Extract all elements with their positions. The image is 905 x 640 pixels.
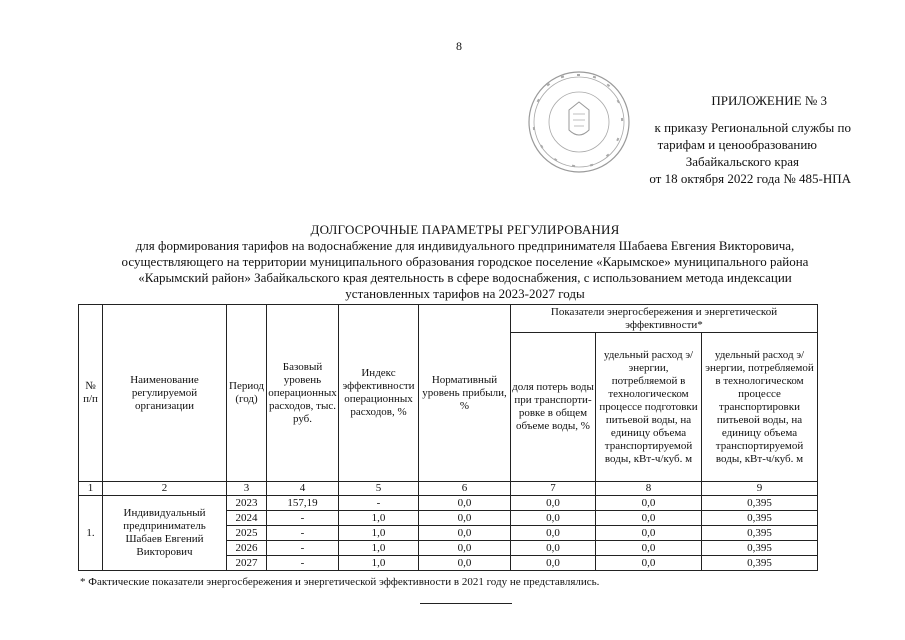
organization-name: Индивидуальный предприниматель Шабаев Евгений Викторович	[103, 496, 227, 571]
header-period: Период (год)	[227, 305, 267, 482]
trans-cell: 0,395	[702, 541, 818, 556]
profit-cell: 0,0	[419, 541, 511, 556]
base-cell: -	[267, 526, 339, 541]
base-cell: -	[267, 541, 339, 556]
page-number: 8	[456, 39, 462, 53]
header-water-loss: доля потерь воды при транспорти-ровке в общем объеме воды, %	[511, 333, 596, 482]
appendix-block	[591, 92, 851, 187]
prep-cell: 0,0	[596, 556, 702, 571]
trans-cell: 0,395	[702, 556, 818, 571]
column-number: 6	[419, 482, 511, 496]
profit-cell: 0,0	[419, 556, 511, 571]
column-number: 3	[227, 482, 267, 496]
profit-cell: 0,0	[419, 511, 511, 526]
regulation-parameters-table	[78, 304, 818, 571]
profit-cell: 0,0	[419, 526, 511, 541]
base-cell: 157,19	[267, 496, 339, 511]
document-heading	[60, 222, 870, 302]
header-energy-preparation: удельный расход э/энергии, потребляемой в технологическом процессе подготовки питьевой воды, на единицу объема транспортируемой воды, кВт-ч/куб. м	[596, 333, 702, 482]
year-cell: 2024	[227, 511, 267, 526]
appendix-line: к приказу Региональной службы по	[654, 120, 851, 135]
trans-cell: 0,395	[702, 511, 818, 526]
profit-cell: 0,0	[419, 496, 511, 511]
bottom-divider	[420, 603, 512, 604]
appendix-line: тарифам и ценообразованию	[657, 137, 817, 152]
prep-cell: 0,0	[596, 541, 702, 556]
column-number: 4	[267, 482, 339, 496]
document-title: ДОЛГОСРОЧНЫЕ ПАРАМЕТРЫ РЕГУЛИРОВАНИЯ	[310, 222, 620, 237]
column-number: 5	[339, 482, 419, 496]
loss-cell: 0,0	[511, 556, 596, 571]
loss-cell: 0,0	[511, 511, 596, 526]
trans-cell: 0,395	[702, 496, 818, 511]
loss-cell: 0,0	[511, 541, 596, 556]
column-number: 9	[702, 482, 818, 496]
year-cell: 2025	[227, 526, 267, 541]
row-number: 1.	[79, 496, 103, 571]
header-base-level: Базовый уровень операционных расходов, тыс. руб.	[267, 305, 339, 482]
table-row	[79, 496, 818, 511]
footnote: * Фактические показатели энергосбережения и энергетической эффективности в 2021 году не представлялись.	[80, 576, 600, 588]
trans-cell: 0,395	[702, 526, 818, 541]
prep-cell: 0,0	[596, 526, 702, 541]
base-cell: -	[267, 511, 339, 526]
column-number: 7	[511, 482, 596, 496]
appendix-title: ПРИЛОЖЕНИЕ № 3	[711, 93, 827, 108]
year-cell: 2027	[227, 556, 267, 571]
year-cell: 2026	[227, 541, 267, 556]
index-cell: 1,0	[339, 556, 419, 571]
index-cell: 1,0	[339, 541, 419, 556]
header-profit: Нормативный уровень прибыли, %	[419, 305, 511, 482]
heading-line: для формирования тарифов на водоснабжение для индивидуального предпринимателя Шабаева Евгения Викторовича,	[135, 238, 795, 253]
header-organization: Наименование регулируемой организации	[103, 305, 227, 482]
column-number: 2	[103, 482, 227, 496]
heading-line: установленных тарифов на 2023-2027 годы	[345, 286, 585, 301]
prep-cell: 0,0	[596, 496, 702, 511]
loss-cell: 0,0	[511, 526, 596, 541]
header-energy-transport: удельный расход э/энергии, потребляемой в технологическом процессе транспортировки питьевой воды, на единицу объема транспортируемой воды, кВт-ч/куб. м	[702, 333, 818, 482]
prep-cell: 0,0	[596, 511, 702, 526]
heading-line: осуществляющего на территории муниципального образования городское поселение «Карымское» муниципального района	[121, 254, 809, 269]
index-cell: 1,0	[339, 526, 419, 541]
loss-cell: 0,0	[511, 496, 596, 511]
appendix-line: Забайкальского края	[685, 154, 799, 169]
header-num: № п/п	[79, 305, 103, 482]
base-cell: -	[267, 556, 339, 571]
column-number: 8	[596, 482, 702, 496]
year-cell: 2023	[227, 496, 267, 511]
index-cell: -	[339, 496, 419, 511]
header-energy-group: Показатели энергосбережения и энергетической эффективности*	[511, 305, 818, 333]
column-number: 1	[79, 482, 103, 496]
header-efficiency-index: Индекс эффективности операционных расходов, %	[339, 305, 419, 482]
index-cell: 1,0	[339, 511, 419, 526]
appendix-line: от 18 октября 2022 года № 485-НПА	[649, 171, 851, 186]
heading-line: «Карымский район» Забайкальского края деятельность в сфере водоснабжения, с использованием метода индексации	[138, 270, 792, 285]
